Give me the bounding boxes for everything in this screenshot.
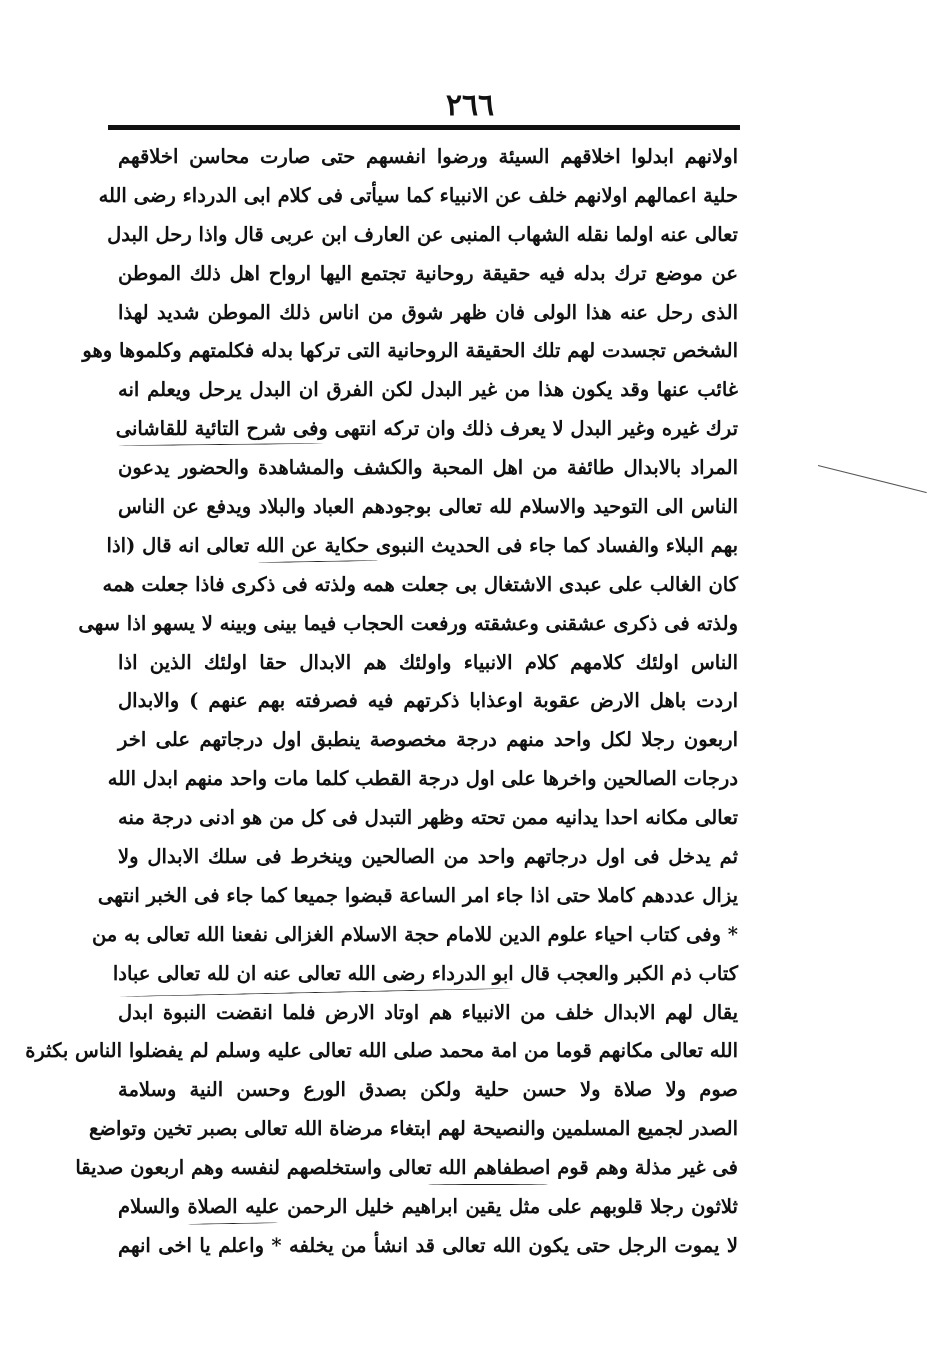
text-line: اربعون رجلا لكل واحد منهم درجة مخصوصة ينطبق اول درجاتهم على اخر <box>118 728 738 752</box>
text-line: حلية اعمالهم اولانهم خلف عن الانبياء كما سيأتى فى كلام ابى الدرداء رضى الله <box>98 183 738 207</box>
text-line: عن موضع ترك بدله فيه حقيقة روحانية تجتمع اليها ارواح اهل ذلك الموطن <box>118 261 738 285</box>
text-line: كتاب ذم الكبر والعجب قال ابو الدرداء رضى الله تعالى عنه ان لله تعالى عبادا <box>112 961 738 985</box>
text-line: الله تعالى مكانهم قوما من امة محمد صلى الله تعالى عليه وسلم لم يفضلوا الناس بكثرة <box>25 1039 738 1063</box>
text-line: درجات الصالحين واخرها على اول درجة القطب كلما مات واحد منهم ابدل الله <box>107 767 738 791</box>
header-rule <box>108 125 740 130</box>
text-line: يقال لهم الابدال خلف من الانبياء هم اوتاد الارض فلما انقضت النبوة ابدل <box>118 1000 738 1024</box>
margin-pencil-mark <box>818 465 927 493</box>
text-line: بهم البلاء والفساد كما جاء فى الحديث النبوى حكاية عن الله تعالى انه قال (اذا <box>106 533 738 557</box>
body-text <box>25 138 738 1266</box>
text-line: ترك غيره وغير البدل لا يعرف ذلك وان تركه انتهى وفى شرح التائية للقاشانى <box>115 417 738 441</box>
text-line: لا يموت الرجل حتى يكون الله تعالى قد انشأ من يخلفه * واعلم يا اخى انهم <box>118 1233 738 1257</box>
text-line: * وفى كتاب احياء علوم الدين للامام حجة الاسلام الغزالى نفعنا الله تعالى به من <box>91 922 738 946</box>
text-line: ثم يدخل فى اول درجاتهم واحد من الصالحين وينخرط فى سلك الابدال ولا <box>118 845 738 869</box>
text-line: يزال عددهم كاملا حتى اذا جاء امر الساعة قبضوا جميعا كما جاء فى الخبر انتهى <box>97 883 738 907</box>
text-line: الذى رحل عنه هذا الولى فان ظهر شوق من اناس ذلك الموطن شديد لهذا <box>118 300 738 324</box>
text-line: صوم ولا صلاة ولا حسن حلية ولكن بصدق الورع وحسن النية وسلامة <box>118 1078 738 1102</box>
text-line: المراد بالابدال طائفة من اهل المحبة والكشف والمشاهدة والحضور يدعون <box>118 456 738 480</box>
text-line: تعالى مكانه احدا يدانيه ممن تحته وظهر التبدل فى كل من هو ادنى درجة منه <box>118 806 738 830</box>
text-line: الشخص تجسدت لهم تلك الحقيقة الروحانية التى تركها بدله فكلمتهم وكلموها وهو <box>82 339 738 363</box>
text-line: كان الغالب على عبدى الاشتغال بى جعلت همه ولذته فى ذكرى فاذا جعلت همه <box>102 572 738 596</box>
text-line: فى غير مذلة وهم قوم اصطفاهم الله تعالى واستخلصهم لنفسه وهم اربعون صديقا <box>75 1156 738 1180</box>
text-line: تعالى عنه اولما نقله الشهاب المنبى عن العارف ابن عربى قال واذا رحل البدل <box>107 222 738 246</box>
text-line: غائب عنها وقد يكون هذا من غير البدل لكن الفرق ان البدل يرحل ويعلم انه <box>118 378 738 402</box>
text-line: الناس الى التوحيد والاسلام لله تعالى بوجودهم العباد والبلاد ويدفع عن الناس <box>118 495 738 519</box>
page-number: ٢٦٦ <box>445 88 495 123</box>
text-line: اولانهم ابدلوا اخلاقهم السيئة ورضوا انفسهم حتى صارت محاسن اخلاقهم <box>118 145 738 168</box>
text-line: الصدر لجميع المسلمين والنصيحة لهم ابتغاء مرضاة الله تعالى بصبر تخين وتواضع <box>89 1117 738 1141</box>
text-line: الناس اولئك كلامهم كلام الانبياء واولئك هم الابدال حقا اولئك الذين اذا <box>118 650 738 674</box>
text-line: ثلاثون رجلا قلوبهم على مثل يقين ابراهيم خليل الرحمن عليه الصلاة والسلام <box>118 1195 738 1219</box>
text-line: اردت باهل الارض عقوبة اوعذابا ذكرتهم فيه فصرفته بهم عنهم ) والابدال <box>118 689 738 713</box>
text-line: ولذته فى ذكرى عشقنى وعشقته ورفعت الحجاب فيما بينى وبينه لا يسهو اذا سهى <box>78 611 738 635</box>
